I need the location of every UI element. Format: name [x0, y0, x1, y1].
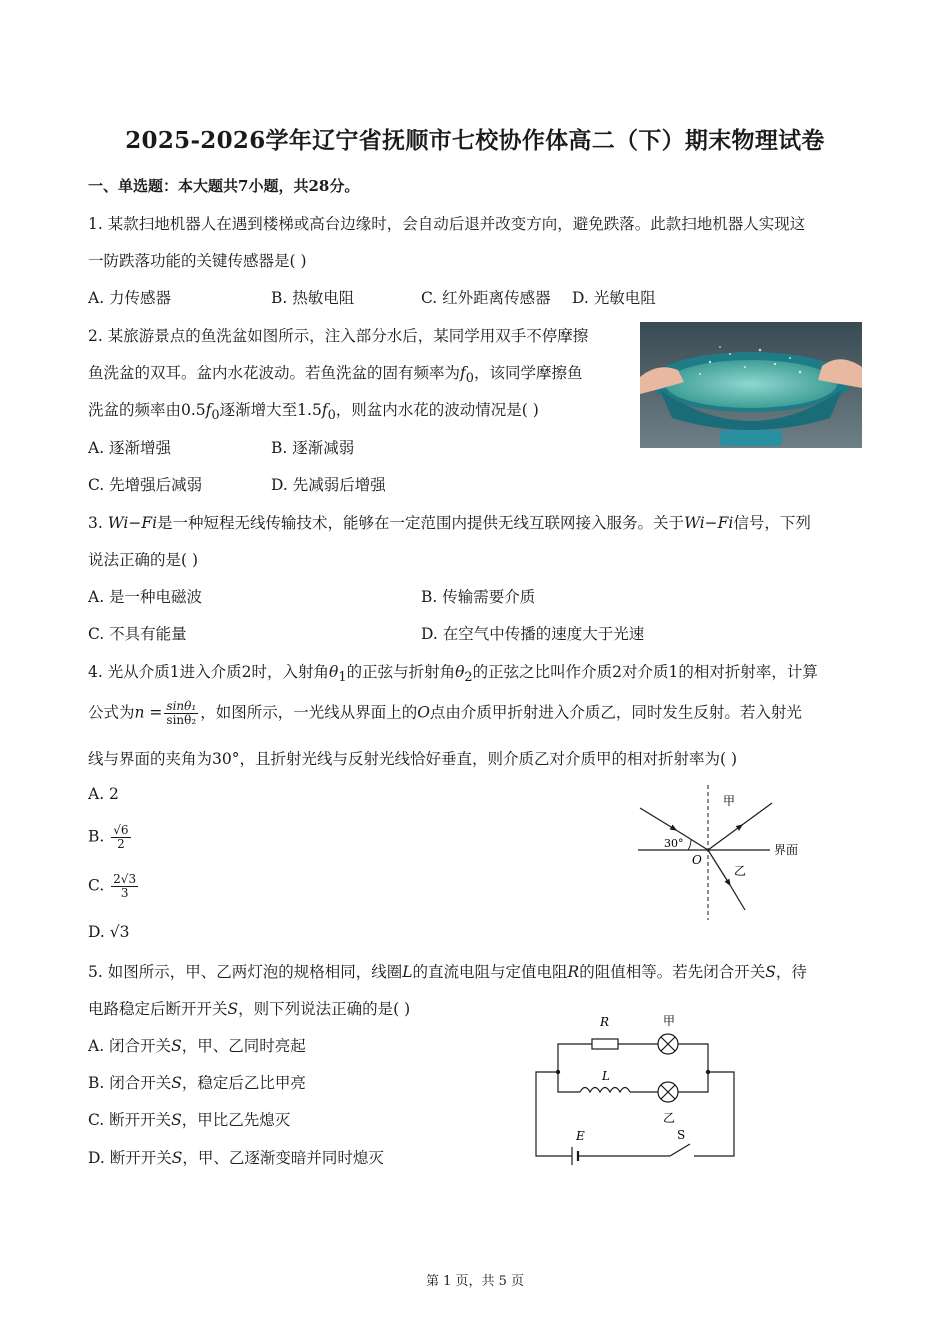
reflected-ray	[742, 803, 772, 825]
q3-line2: 说法正确的是( )	[88, 551, 199, 569]
q3-option-a: A. 是一种电磁波	[88, 588, 203, 606]
q3-option-d: D. 在空气中传播的速度大于光速	[421, 625, 645, 643]
section-heading: 一、单选题：本大题共7小题，共28分。	[88, 177, 360, 195]
q1-option-a: A. 力传感器	[88, 289, 172, 307]
switch-label: S	[677, 1128, 686, 1142]
q5-option-d: D. 断开开关S，甲、乙逐渐变暗并同时熄灭	[88, 1149, 384, 1167]
q2-option-a: A. 逐渐增强	[88, 439, 172, 457]
q4-option-a: A. 2	[88, 785, 119, 803]
q3-option-b: B. 传输需要介质	[421, 588, 536, 606]
q1-option-b: B. 热敏电阻	[271, 289, 355, 307]
q2-option-c: C. 先增强后减弱	[88, 476, 203, 494]
inductor-coil-l	[580, 1088, 630, 1093]
q2-line1: 2. 某旅游景点的鱼洗盆如图所示，注入部分水后，某同学用双手不停摩擦	[88, 327, 589, 345]
angle-arc	[688, 839, 691, 850]
q2-line3: 洗盆的频率由$0.5f_0$逐渐增大至$1.5f_0$，则盆内水花的波动情况是( )	[88, 401, 539, 424]
q5-option-a: A. 闭合开关S，甲、乙同时亮起	[88, 1037, 306, 1055]
q4-line3: 线与界面的夹角为30°，且折射光线与反射光线恰好垂直，则介质乙对介质甲的相对折射率为( )	[88, 750, 738, 768]
q5-option-b: B. 闭合开关S，稳定后乙比甲亮	[88, 1074, 306, 1092]
refracted-ray	[730, 885, 745, 910]
resistor-r	[592, 1039, 618, 1049]
battery-label: E	[576, 1129, 585, 1143]
junction-right	[706, 1070, 710, 1074]
page-footer: 第 1 页，共 5 页	[425, 1274, 525, 1289]
q1-option-d: D. 光敏电阻	[572, 289, 656, 307]
q4-line1: 4. 光从介质1进入介质2时，入射角$\theta_1$的正弦与折射角$\theta_2$的正弦之比叫作介质2对介质1的相对折射率，计算	[88, 663, 818, 686]
q4-option-c: C. $\frac{2√3}{3}$	[88, 872, 137, 900]
reflected-ray-arrow	[708, 825, 742, 850]
point-o-label: O	[692, 853, 702, 867]
refracted-ray-arrow	[708, 850, 730, 885]
lamp-jia-label: 甲	[663, 1014, 676, 1028]
incident-ray-arrow	[640, 808, 676, 830]
interface-label: 界面	[774, 843, 799, 857]
q2-option-d: D. 先减弱后增强	[271, 476, 386, 494]
q5-line2: 电路稳定后断开开关S，则下列说法正确的是( )	[88, 1000, 411, 1018]
resistor-label: R	[600, 1015, 610, 1029]
q3-line1: 3. Wi−Fi是一种短程无线传输技术，能够在一定范围内提供无线互联网接入服务。关于Wi−Fi信号，下列	[88, 514, 811, 532]
inductor-label: L	[602, 1069, 610, 1083]
q1-option-c: C. 红外距离传感器	[421, 289, 551, 307]
q2-option-b: B. 逐渐减弱	[271, 439, 355, 457]
page-title: 2025-2026学年辽宁省抚顺市七校协作体高二（下）期末物理试卷	[125, 127, 825, 154]
switch-s	[670, 1144, 690, 1156]
lamp-yi-label: 乙	[663, 1111, 676, 1125]
junction-left	[556, 1070, 560, 1074]
refraction-formula-fraction: $\frac{\text{sinθ₁}}{\text{sinθ₂}}$	[166, 699, 197, 727]
q5-line1: 5. 如图所示，甲、乙两灯泡的规格相同，线圈L的直流电阻与定值电阻R的阻值相等。若先闭合开关S，待	[88, 963, 807, 981]
q4-option-d: D. √3	[88, 923, 130, 941]
q3-option-c: C. 不具有能量	[88, 625, 187, 643]
angle-label: 30°	[664, 837, 684, 850]
refraction-diagram	[630, 780, 830, 925]
q2-line2: 鱼洗盆的双耳。盆内水花波动。若鱼洗盆的固有频率为$f_0$，该同学摩擦鱼	[88, 364, 583, 387]
circuit-diagram	[530, 1010, 745, 1168]
q4-line2: 公式为n = $\frac{\text{sinθ₁}}{\text{sinθ₂}}$ ，如图所示，一光线从界面上的O点由介质甲折射进入介质乙，同时发生反射。若入射光	[88, 699, 802, 727]
q1-line2: 一防跌落功能的关键传感器是( )	[88, 252, 307, 270]
q5-option-c: C. 断开开关S，甲比乙先熄灭	[88, 1111, 291, 1129]
q1-line1: 1. 某款扫地机器人在遇到楼梯或高台边缘时，会自动后退并改变方向，避免跌落。此款扫地机器人实现这	[88, 215, 806, 233]
fish-basin-photo	[640, 322, 862, 448]
medium-jia-label: 甲	[723, 794, 736, 808]
medium-yi-label: 乙	[734, 864, 747, 878]
q4-option-b: B. $\frac{√6}{2}$	[88, 823, 129, 851]
